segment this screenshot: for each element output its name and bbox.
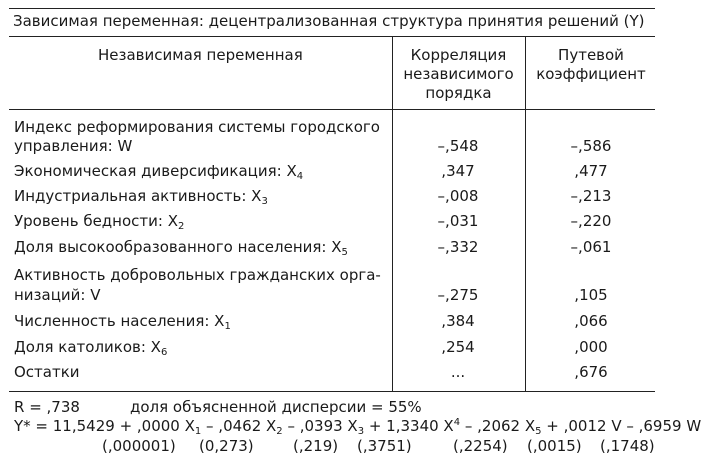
standard-error: (,3751) bbox=[357, 437, 412, 455]
correlation-value: ,347 bbox=[441, 162, 475, 180]
equation-part: – ,0462 X bbox=[201, 417, 277, 435]
row-label-text: Уровень бедности: X bbox=[14, 212, 178, 230]
correlation-value: –,332 bbox=[437, 238, 479, 256]
header-correlation bbox=[392, 46, 525, 103]
header-correlation-line: независимого bbox=[403, 65, 514, 83]
path-coefficient-value: ,105 bbox=[574, 286, 608, 304]
row-label: Активность добровольных гражданских орга- bbox=[14, 266, 381, 284]
header-rule bbox=[9, 109, 655, 110]
path-coefficient-value: ,676 bbox=[574, 363, 608, 381]
correlation-value: –,031 bbox=[437, 212, 479, 230]
path-coefficient-value: –,220 bbox=[570, 212, 612, 230]
variable-subscript: 4 bbox=[296, 171, 304, 182]
equation-part: – ,0393 X bbox=[282, 417, 358, 435]
equation-part: + ,0012 V – ,6959 W bbox=[541, 417, 701, 435]
row-label bbox=[14, 312, 231, 331]
equation-part: + 1,3340 X bbox=[364, 417, 454, 435]
table-bottom-rule bbox=[9, 391, 655, 392]
equation-subscript: 2 bbox=[276, 426, 283, 437]
correlation-value: ,384 bbox=[441, 312, 475, 330]
equation-part: Y* = 11,5429 + ,0000 X bbox=[14, 417, 195, 435]
row-label bbox=[14, 162, 303, 181]
path-coefficient-value: –,213 bbox=[570, 187, 612, 205]
equation-superscript: 4 bbox=[453, 417, 461, 428]
standard-error: (0,273) bbox=[199, 437, 254, 455]
path-coefficient-value: ,000 bbox=[574, 338, 608, 356]
explained-variance: доля объясненной дисперсии = 55% bbox=[130, 398, 422, 416]
row-label bbox=[14, 212, 184, 231]
path-coefficient-value: ,066 bbox=[574, 312, 608, 330]
row-label: Индекс реформирования системы городского bbox=[14, 118, 380, 136]
path-coefficient-value: –,586 bbox=[570, 137, 612, 155]
variable-subscript: 2 bbox=[178, 221, 185, 232]
correlation-value: –,275 bbox=[437, 286, 479, 304]
equation-subscript: 3 bbox=[357, 426, 365, 437]
correlation-value: ,254 bbox=[441, 338, 475, 356]
standard-error: (,0015) bbox=[527, 437, 582, 455]
row-label bbox=[14, 238, 348, 257]
row-label: Остатки bbox=[14, 363, 80, 381]
r-statistic: R = ,738 bbox=[14, 398, 80, 416]
variable-subscript: 1 bbox=[224, 321, 231, 332]
header-path-line: Путевой bbox=[558, 46, 624, 64]
equation-subscript: 1 bbox=[194, 426, 202, 437]
header-independent-variable: Независимая переменная bbox=[98, 46, 303, 64]
equation-part: – ,2062 X bbox=[460, 417, 536, 435]
standard-error: (,000001) bbox=[102, 437, 176, 455]
path-coefficient-value: ,477 bbox=[574, 162, 608, 180]
row-label: низаций: V bbox=[14, 286, 101, 304]
standard-error: (,1748) bbox=[600, 437, 655, 455]
row-label-text: Численность населения: X bbox=[14, 312, 225, 330]
correlation-value: ... bbox=[450, 363, 466, 381]
header-path-coefficient bbox=[526, 46, 656, 84]
standard-error: (,219) bbox=[293, 437, 339, 455]
row-label-text: Доля высокообразованного населения: X bbox=[14, 238, 342, 256]
row-label-text: Экономическая диверсификация: X bbox=[14, 162, 297, 180]
header-correlation-line: порядка bbox=[425, 84, 492, 102]
caption-rule bbox=[9, 36, 655, 37]
path-coefficient-value: –,061 bbox=[570, 238, 612, 256]
variable-subscript: 3 bbox=[261, 196, 268, 207]
table-top-rule bbox=[9, 8, 655, 9]
row-label bbox=[14, 187, 268, 206]
header-path-line: коэффициент bbox=[536, 65, 646, 83]
correlation-value: –,008 bbox=[437, 187, 479, 205]
regression-equation bbox=[14, 417, 701, 436]
table-caption: Зависимая переменная: децентрализованная структура принятия решений (Y) bbox=[13, 12, 645, 30]
standard-error: (,2254) bbox=[453, 437, 508, 455]
variable-subscript: 6 bbox=[160, 347, 168, 358]
row-label-text: Индустриальная активность: X bbox=[14, 187, 262, 205]
row-label-text: Доля католиков: X bbox=[14, 338, 161, 356]
row-label: управления: W bbox=[14, 137, 133, 155]
variable-subscript: 5 bbox=[341, 247, 348, 258]
header-correlation-line: Корреляция bbox=[410, 46, 507, 64]
equation-subscript: 5 bbox=[535, 426, 542, 437]
correlation-value: –,548 bbox=[437, 137, 479, 155]
row-label bbox=[14, 338, 167, 357]
